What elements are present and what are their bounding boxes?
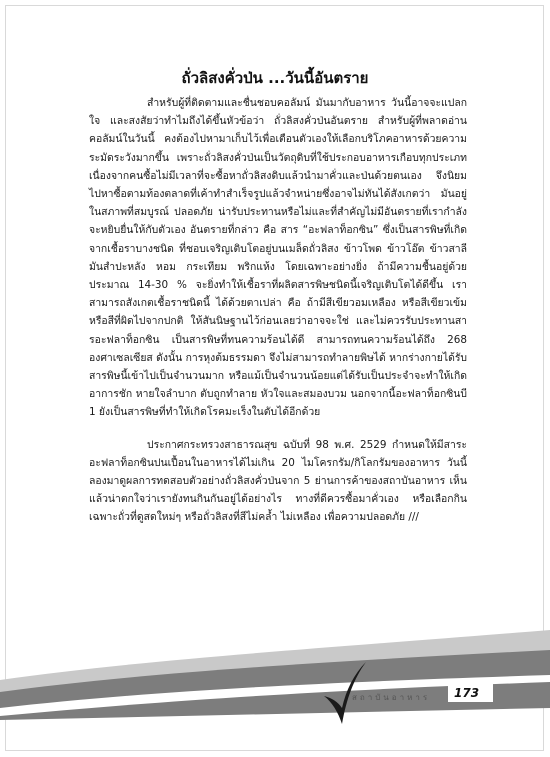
footer-swoosh-graphic [0, 620, 550, 750]
footer-decoration [0, 620, 550, 750]
article-paragraph-2: ประกาศกระทรวงสาธารณสุข ฉบับที่ 98 พ.ศ. 2529 กำหนดให้มีสาระอะฟลาท็อกซินปนเปื้อนในอาหารได้ไม่เกิน 20 ไมโครกรัม/กิโลกรัมของอาหาร วันนี้ลองมาดูผลการทดสอบตัวอย่างถั่วลิสงคั่วป่นจาก 5 ย่านการค้าของสถาบันอาหาร เห็นแล้วน่าตกใจว่าเรายังทนกินกันอยู่ได้อย่างไร ทางที่ดีควรซื้อมาคั่วเอง หรือเลือกกินเฉพาะถั่วที่ดูสดใหม่ๆ หรือถั่วลิสงที่สีไม่คล้ำ ไม่เหลือง เพื่อความปลอดภัย /// [89, 438, 467, 524]
article-body [89, 94, 467, 527]
article-title: ถั่วลิสงคั่วป่น ...วันนี้อันตราย [181, 69, 369, 87]
article-paragraph-1: สำหรับผู้ที่ติดตามและชื่นชอบคอลัมน์ มันมากับอาหาร วันนี้อาจจะแปลกใจ และสงสัยว่าทำไมถึงได้ขึ้นหัวข้อว่า ถั่วลิสงคั่วป่นอันตราย สำหรับผู้ที่พลาดอ่านคอลัมน์ในวันนี้ คงต้องไปหามาเก็บไว้เพื่อเตือนตัวเองให้เลือกบริโภคอาหารด้วยความระมัดระวังมากขึ้น เพราะถั่วลิสงคั่วป่นเป็นวัตถุดิบที่ใช้ประกอบอาหารเกือบทุกประเภทเนื่องจากคนซื้อไม่มีเวลาที่จะซื้อหาถั่วลิสงดิบแล้วนำมาคั่วและป่นด้วยตนเอง จึงนิยมไปหาซื้อตามท้องตลาดที่เค้าทำสำเร็จรูปแล้วจำหน่ายซึ่งอาจไม่ทันได้สังเกตว่า มันอยู่ในสภาพที่สมบูรณ์ ปลอดภัย น่ารับประทานหรือไม่และที่สำคัญไม่มีอันตรายที่เรากำลังจะหยิบยื่นให้กับตัวเอง อันตรายที่กล่าว คือ สาร “อะฟลาท็อกซิน” ซึ่งเป็นสารพิษที่เกิดจากเชื้อราบางชนิด ที่ชอบเจริญเติบโตอยู่บนเมล็ดถั่วลิสง ข้าวโพด ข้าวโอ๊ต ข้าวสาลี มันสำปะหลัง หอม กระเทียม พริกแห้ง โดยเฉพาะอย่างยิ่ง ถ้ามีความชื้นอยู่ด้วยประมาณ 14-30 % จะยิ่งทำให้เชื้อราที่ผลิตสารพิษชนิดนี้เจริญเติบโตได้ดีขึ้น เราสามารถสังเกตเชื้อราชนิดนี้ ได้ด้วยตาเปล่า คือ ถ้ามีสีเขียวอมเหลือง หรือสีเขียวเข้มหรือสีที่ผิดไปจากปกติ ให้สันนิษฐานไว้ก่อนเลยว่าอาจจะใช่ และไม่ควรรับประทานสารอะฟลาท็อกซิน เป็นสารพิษที่ทนความร้อนได้ดี สามารถทนความร้อนได้ถึง 268 องศาเซลเซียส ดังนั้น การหุงต้มธรรมดา จึงไม่สามารถทำลายพิษได้ หากร่างกายได้รับสารพิษนี้เข้าไปเป็นจำนวนมาก หรือแม้เป็นจำนวนน้อยแต่ได้รับเป็นประจำจะทำให้เกิดอาการชัก หายใจลำบาก ตับถูกทำลาย หัวใจและสมองบวม นอกจากนี้อะฟลาท็อกซินบี 1 ยังเป็นสารพิษที่ทำให้เกิดโรคมะเร็งในตับได้อีกด้วย [89, 97, 467, 419]
page-number: 173 [454, 686, 480, 700]
footer-brand-text: สถาบันอาหาร [352, 693, 431, 702]
